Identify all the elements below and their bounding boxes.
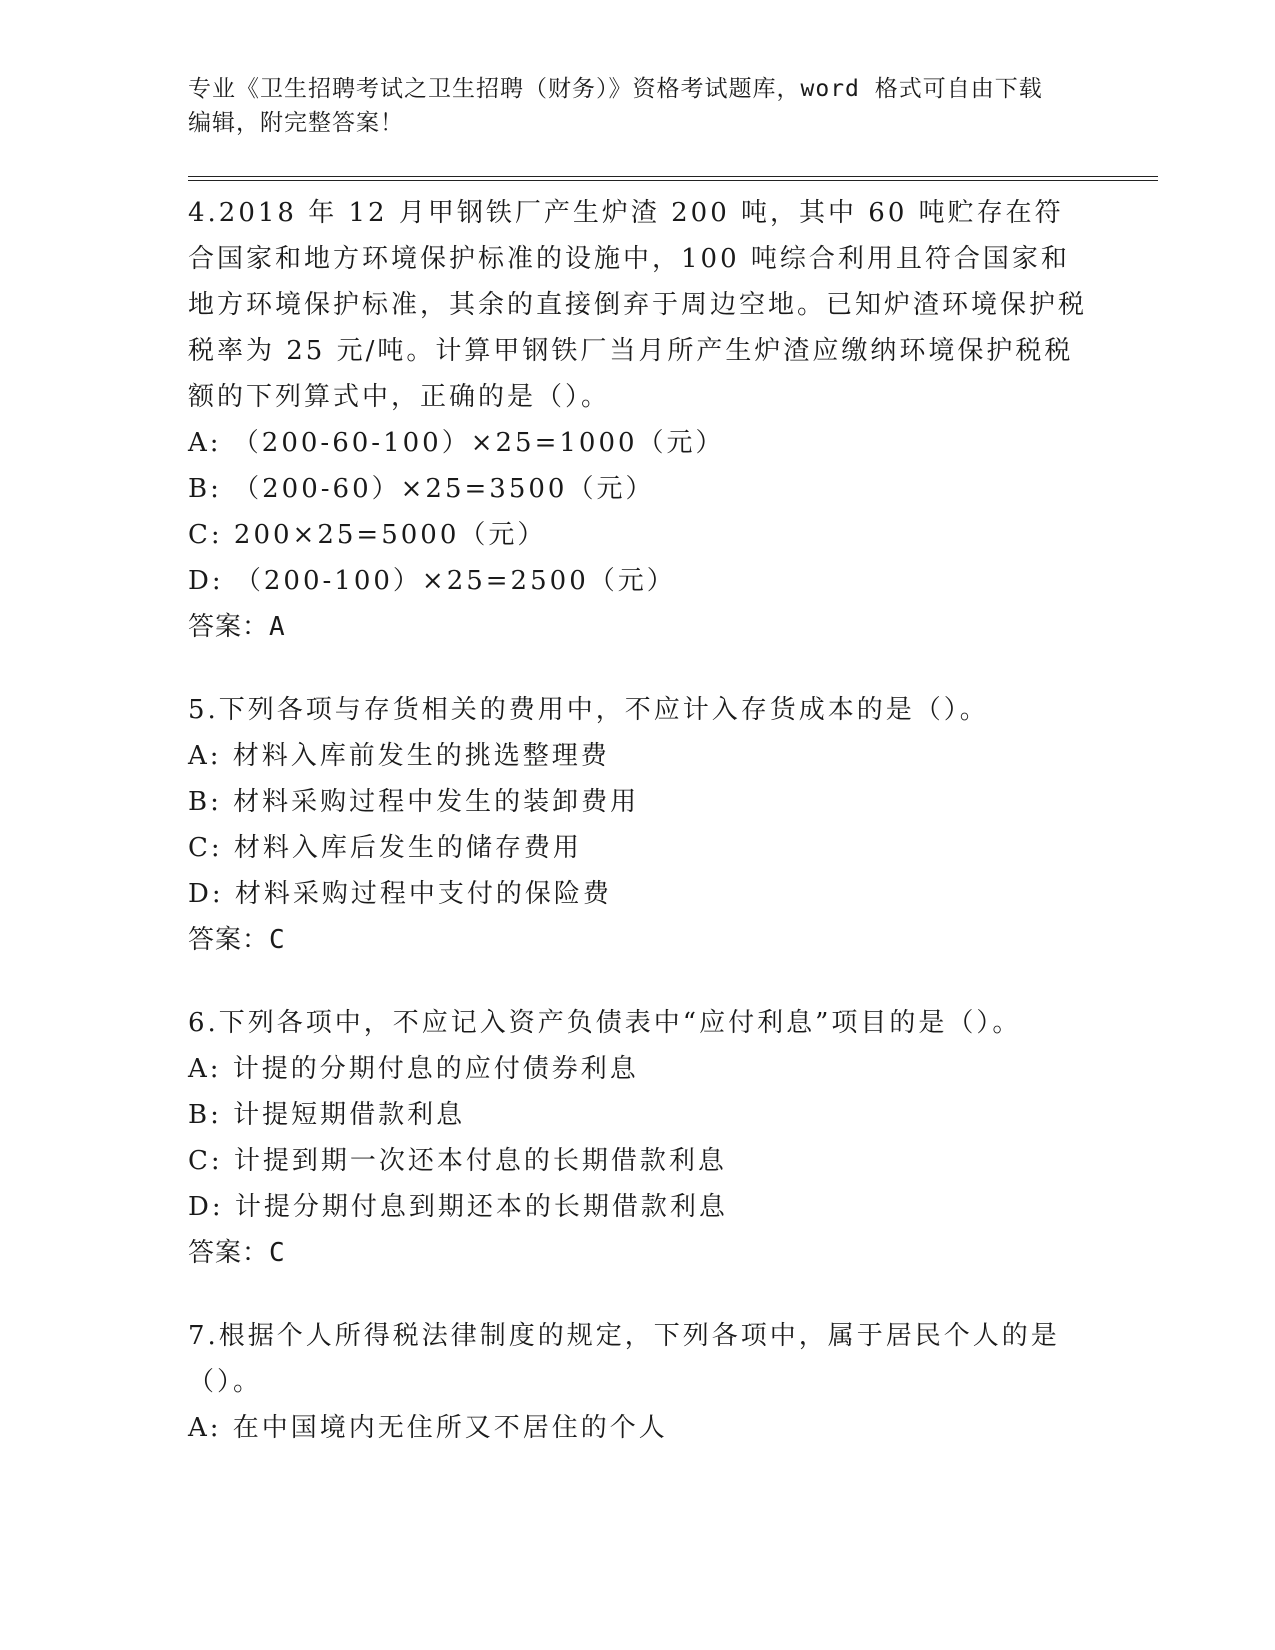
question-text: 7.根据个人所得税法律制度的规定，下列各项中，属于居民个人的是（）。 [188, 1321, 1060, 1397]
option-a: A: 在中国境内无住所又不居住的个人 [188, 1413, 668, 1443]
option-d: D: 计提分期付息到期还本的长期借款利息 [188, 1192, 728, 1222]
option-a: A: 计提的分期付息的应付债券利息 [188, 1054, 639, 1084]
option-d: D: 材料采购过程中支付的保险费 [188, 879, 612, 909]
question-text: 6.下列各项中，不应记入资产负债表中“应付利息”项目的是（）。 [188, 1008, 1022, 1038]
question-4 [188, 190, 1088, 650]
document-header [188, 72, 1078, 140]
option-d: D: （200-100）×25=2500（元） [188, 566, 676, 596]
option-c: C: 计提到期一次还本付息的长期借款利息 [188, 1146, 727, 1176]
option-a: A: 材料入库前发生的挑选整理费 [188, 741, 610, 771]
question-list [188, 190, 1088, 1488]
option-c: C: 材料入库后发生的储存费用 [188, 833, 582, 863]
question-text: 4.2018 年 12 月甲钢铁厂产生炉渣 200 吨，其中 60 吨贮存在符合国家和地方环境保护标准的设施中，100 吨综合利用且符合国家和地方环境保护标准，其余的直接倒弃于周边空地。已知炉渣环境保护税税率为 25 元/吨。计算甲钢铁厂当月所产生炉渣应缴纳环境保护税税额的下列算式中，正确的是（）。 [188, 198, 1088, 412]
header-divider [188, 176, 1158, 181]
option-b: B: （200-60）×25=3500（元） [188, 474, 655, 504]
question-5 [188, 687, 1088, 963]
question-7 [188, 1313, 1088, 1451]
option-b: B: 材料采购过程中发生的装卸费用 [188, 787, 640, 817]
option-b: B: 计提短期借款利息 [188, 1100, 466, 1130]
option-a: A: （200-60-100）×25=1000（元） [188, 428, 725, 458]
option-c: C: 200×25=5000（元） [188, 520, 547, 550]
header-line-2: 编辑，附完整答案！ [188, 110, 404, 136]
question-text: 5.下列各项与存货相关的费用中，不应计入存货成本的是（）。 [188, 695, 989, 725]
answer-line: 答案：C [188, 1238, 286, 1268]
question-6 [188, 1000, 1088, 1276]
header-line-1: 专业《卫生招聘考试之卫生招聘（财务）》资格考试题库，word 格式可自由下载 [188, 76, 1043, 102]
answer-line: 答案：C [188, 925, 286, 955]
answer-line: 答案：A [188, 612, 286, 642]
